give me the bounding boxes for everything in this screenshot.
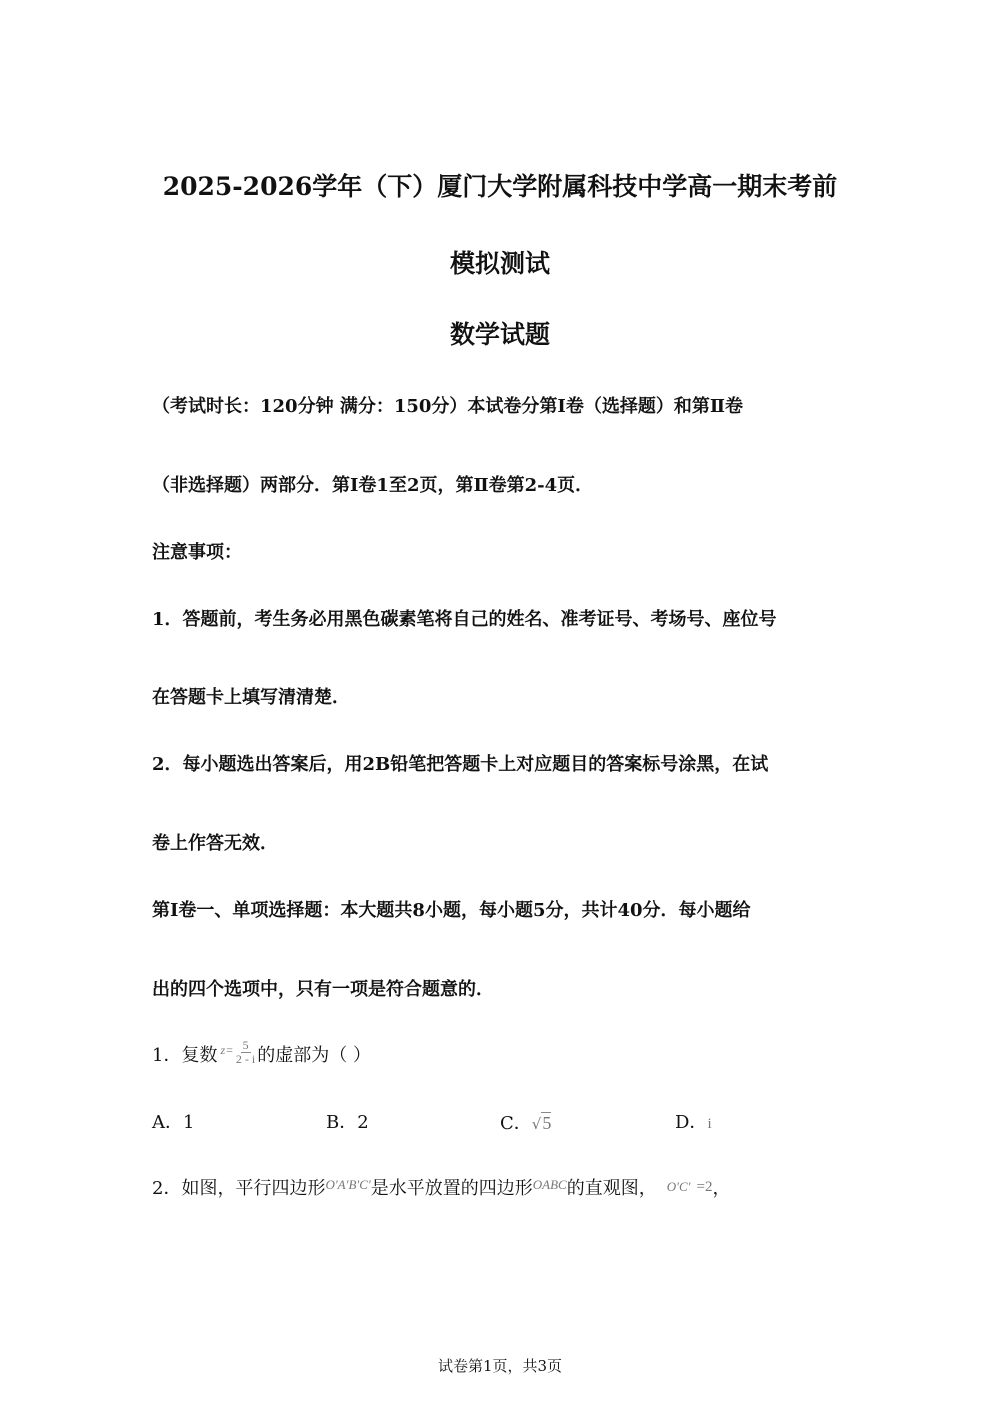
intro-line-2: （非选择题）两部分．第Ⅰ卷1至2页，第Ⅱ卷第2-4页． xyxy=(152,475,594,496)
q1-option-b-value: 2 xyxy=(357,1112,369,1133)
notice-item1-line2: 在答题卡上填写清清楚． xyxy=(152,687,350,708)
q2-shape-prime: O′A′B′C′ xyxy=(325,1177,371,1192)
page-footer: 试卷第1页，共3页 xyxy=(437,1357,563,1375)
q2-prefix: 2．如图，平行四边形 xyxy=(152,1178,326,1199)
q1-prefix: 1．复数 xyxy=(152,1045,218,1066)
q1-denominator: 2 - i xyxy=(235,1051,256,1066)
exam-title-line2: 模拟测试 xyxy=(449,249,550,278)
section1-line1: 第Ⅰ卷一、单项选择题：本大题共8小题，每小题5分，共计40分．每小题给 xyxy=(152,900,751,921)
q1-option-a[interactable] xyxy=(152,1111,194,1135)
notice-item2-line1: 2．每小题选出答案后，用2B铅笔把答题卡上对应题目的答案标号涂黑，在试 xyxy=(152,754,769,775)
q1-equals: = xyxy=(226,1043,233,1057)
q1-option-d-label: D． xyxy=(675,1112,708,1133)
notice-item2-line2: 卷上作答无效． xyxy=(152,833,278,854)
q2-mid2: 的直观图， xyxy=(566,1178,657,1199)
q1-fraction xyxy=(236,1039,255,1066)
q1-option-a-label: A． xyxy=(152,1112,183,1133)
q1-option-b-label: B． xyxy=(326,1112,358,1133)
q1-suffix: 的虚部为（ ） xyxy=(257,1045,371,1066)
q1-numerator: 5 xyxy=(242,1037,249,1052)
q1-option-b[interactable] xyxy=(326,1111,369,1135)
question-2 xyxy=(152,1177,730,1201)
q1-sqrt-symbol: √ xyxy=(531,1115,542,1133)
q1-option-d-value: i xyxy=(707,1116,712,1132)
section1-line2: 出的四个选项中，只有一项是符合题意的． xyxy=(152,979,494,1000)
q1-option-d[interactable] xyxy=(675,1111,712,1136)
intro-line-1: （考试时长：120分钟 满分：150分）本试卷分第Ⅰ卷（选择题）和第Ⅱ卷 xyxy=(152,396,744,417)
q2-shape-original: OABC xyxy=(532,1177,567,1192)
q2-length: =2 xyxy=(696,1179,713,1195)
q1-variable-z: z xyxy=(220,1043,226,1057)
notice-item1-line1: 1．答题前，考生务必用黑色碳素笔将自己的姓名、准考证号、考场号、座位号 xyxy=(152,609,777,630)
notice-heading: 注意事项： xyxy=(152,542,242,563)
q2-suffix: ， xyxy=(712,1178,731,1199)
question-1 xyxy=(152,1038,371,1074)
exam-title-line1: 2025-2026学年（下）厦门大学附属科技中学高一期末考前 xyxy=(162,172,838,201)
q1-option-c-value: 5 xyxy=(542,1113,552,1133)
q1-option-c-label: C． xyxy=(500,1113,532,1134)
q2-segment: O′C′ xyxy=(666,1179,691,1194)
q1-option-c[interactable] xyxy=(500,1111,551,1136)
q2-mid: 是水平放置的四边形 xyxy=(370,1178,533,1199)
exam-subtitle: 数学试题 xyxy=(449,320,550,349)
q1-option-a-value: 1 xyxy=(183,1112,195,1133)
